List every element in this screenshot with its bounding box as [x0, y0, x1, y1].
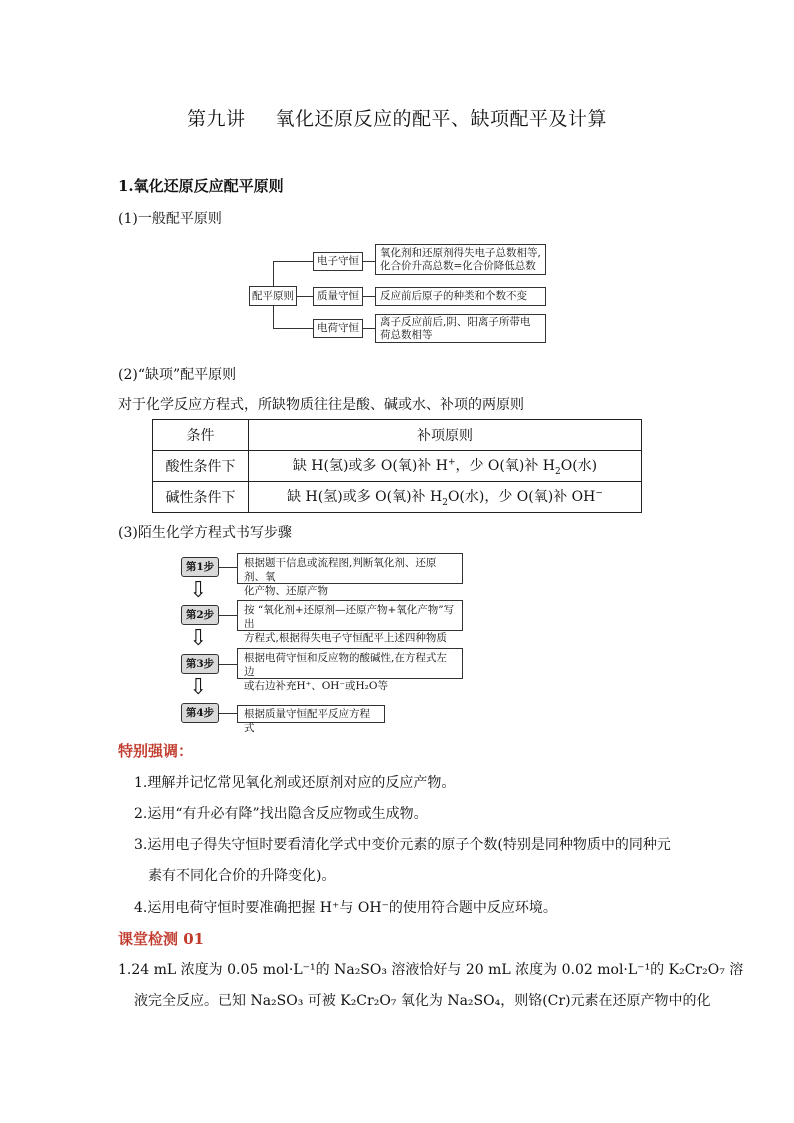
rule-part: 缺 H(氢)或多 O(氧)补 H — [287, 489, 443, 506]
table-cell-condition: 酸性条件下 — [153, 451, 249, 482]
exercise-question-line: 1.24 mL 浓度为 0.05 mol·L⁻¹的 Na₂SO₃ 溶液恰好与 20 mL 浓度为 0.02 mol·L⁻¹的 K₂Cr₂O₇ 溶 — [118, 962, 744, 978]
table-cell-condition: 碱性条件下 — [153, 482, 249, 513]
desc-line: 荷总数相等 — [380, 329, 433, 341]
step-line: 或右边补充H⁺、OH⁻或H₂O等 — [244, 680, 388, 692]
table-header: 补项原则 — [249, 420, 642, 451]
branch-charge-conservation: 电荷守恒 — [313, 319, 363, 338]
down-arrow-icon: ⇩ — [189, 675, 208, 700]
step-label: 第2步 — [181, 605, 219, 625]
step-line: 按 “氧化剂+还原剂—还原产物+氧化产物”写出 — [244, 604, 455, 630]
rule-part: 缺 H(氢)或多 O(氧)补 H — [292, 458, 448, 475]
desc-line: 化合价升高总数=化合价降低总数 — [380, 260, 536, 272]
down-arrow-icon: ⇩ — [189, 578, 208, 603]
branch-electron-conservation: 电子守恒 — [313, 252, 363, 271]
step-desc — [237, 648, 463, 692]
step-desc — [237, 705, 385, 734]
subsection-3-title: (3)陌生化学方程式书写步骤 — [118, 525, 292, 541]
lecture-number: 第九讲 — [186, 108, 246, 130]
rule-part: O(水) — [560, 458, 598, 475]
step-line: 根据题干信息或流程图,判断氧化剂、还原剂、氧 — [244, 557, 437, 583]
supplement-rules-table — [152, 419, 642, 513]
emphasis-item: 1.理解并记忆常见氧化剂或还原剂对应的反应产物。 — [134, 775, 456, 791]
desc-line: 氧化剂和还原剂得失电子总数相等, — [380, 247, 541, 259]
emphasis-item: 素有不同化合价的升降变化)。 — [148, 868, 336, 884]
step-desc — [237, 553, 463, 597]
step-line: 方程式,根据得失电子守恒配平上述四种物质 — [244, 632, 447, 644]
step-desc — [237, 600, 463, 644]
branch-mass-conservation: 质量守恒 — [313, 287, 363, 306]
subsection-2-title: (2)“缺项”配平原则 — [118, 367, 237, 383]
diagram-root: 配平原则 — [249, 286, 297, 306]
branch-desc-charge — [375, 314, 546, 343]
emphasis-item: 3.运用电子得失守恒时要看清化学式中变价元素的原子个数(特别是同种物质中的同种元 — [134, 837, 671, 853]
table-row — [153, 451, 642, 482]
table-cell-rule: 缺 H(氢)或多 O(氧)补 $H_2O$(水)，少 O(氧)补 OH− — [249, 482, 642, 513]
step-line: 根据质量守恒配平反应方程式 — [244, 708, 370, 734]
step-line: 化产物、还原产物 — [244, 585, 328, 597]
table-header-row — [153, 420, 642, 451]
emphasis-heading: 特别强调： — [118, 742, 194, 760]
branch-desc-mass — [375, 287, 546, 306]
section-heading: 1.氧化还原反应配平原则 — [118, 177, 284, 195]
table-cell-rule: 缺 H(氢)或多 O(氧)补 H+，少 O(氧)补 $H_2O$(水) — [249, 451, 642, 482]
branch-desc-electron — [375, 244, 546, 275]
desc-line: 离子反应前后,阴、阳离子所带电 — [380, 316, 531, 328]
table-row — [153, 482, 642, 513]
emphasis-item: 2.运用“有升必有降”找出隐含反应物或生成物。 — [134, 806, 428, 822]
lecture-topic: 氧化还原反应的配平、缺项配平及计算 — [275, 108, 608, 130]
subsection-1-title: (1)一般配平原则 — [118, 211, 222, 227]
rule-part: ，少 O(氧)补 H — [455, 458, 555, 475]
table-header: 条件 — [153, 420, 249, 451]
down-arrow-icon: ⇩ — [189, 626, 208, 651]
step-label: 第4步 — [181, 703, 219, 723]
step-line: 根据电荷守恒和反应物的酸碱性,在方程式左边 — [244, 652, 447, 678]
exercise-heading: 课堂检测 01 — [118, 930, 205, 948]
desc-line: 反应前后原子的种类和个数不变 — [380, 290, 527, 302]
emphasis-item: 4.运用电荷守恒时要准确把握 H⁺与 OH⁻的使用符合题中反应环境。 — [134, 900, 557, 916]
intro-text: 对于化学反应方程式，所缺物质往往是酸、碱或水、补项的两原则 — [118, 397, 524, 413]
page-title — [0, 104, 794, 131]
exercise-question-line: 液完全反应。已知 Na₂SO₃ 可被 K₂Cr₂O₇ 氧化为 Na₂SO₄，则铬(Cr)元素在还原产物中的化 — [134, 993, 711, 1009]
rule-part: O(水)，少 O(氧)补 OH — [447, 489, 596, 506]
step-label: 第3步 — [181, 654, 219, 674]
step-label: 第1步 — [181, 557, 219, 577]
